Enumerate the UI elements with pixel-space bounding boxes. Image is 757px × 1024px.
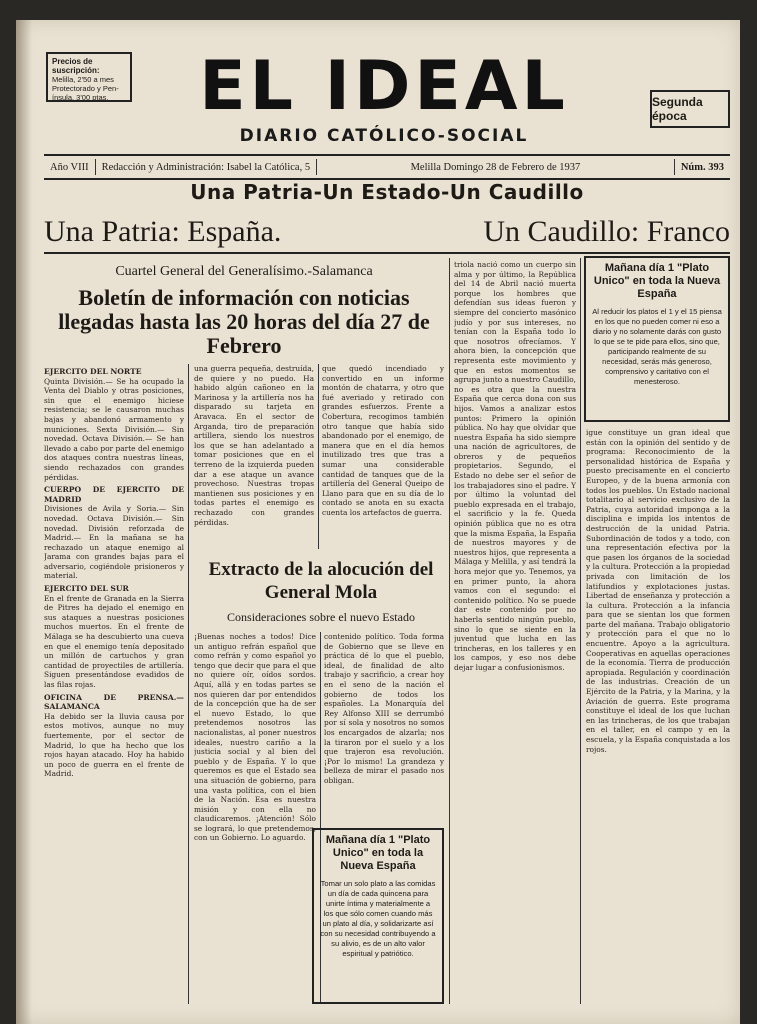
plato-unico-box-2 <box>312 828 444 1004</box>
section-text: Quinta División.— Se ha ocupado la Venta del Diablo y otras posiciones, sin que el enemigo hiciese resistencia; se le causaron muchas bajas y abandonó armamento y municiones. Sexta División.— Sin novedad. Octava División.— Se han llevado a cabo por parte del enemigo dos ataques contra nuestras líneas, siendo rechazados con grandes pérdidas. <box>44 376 184 482</box>
price-line: Protectorado y Pen- <box>52 84 119 93</box>
slogan-line <box>44 212 730 254</box>
page-fold-shadow <box>16 20 32 1024</box>
mola-subheadline: Consideraciones sobre el nuevo Estado <box>227 610 415 624</box>
mola-column-b: contenido político. Toda forma de Gobierno que se lleve en práctica dé lo que el pueblo, ideal, de finalidad de alto trabajo y sacrificio, a crear hoy en el seno de la nación el gobierno de todos los españoles. La Monarquía del Rey Alfonso XIII se derrumbó por sí sola y nosotros no somos los encargados de alzarla; nos la tiraron por el suelo y a los que trajeron esa revolución. ¡Por lo mismo! La grandeza y belleza de mirar el pasado nos obligan. <box>324 632 444 785</box>
boletin-column-2: una guerra pequeña, destruída, de quiere y no puedo. Ha habido algún cañoneo en la Marinosa y la artillería nos ha disparado su tarjeta en Aravaca. En el sector de Arganda, tiro de preparación artillera, siendo los nuestros los que se han adelantado a tomar posiciones que en el terreno de la izquierda pueden dar a ese ataque un avance provechoso. Nuestras tropas mantienen sus posiciones y en todas partes el enemigo es rechazado con grandes pérdidas. <box>194 364 314 527</box>
column-rule <box>188 364 189 1004</box>
price-title: Precios de suscripción: <box>52 57 100 75</box>
newspaper-page <box>16 20 740 1024</box>
section-heading: EJERCITO DEL SUR <box>44 584 129 594</box>
section-text: En el frente de Granada en la Sierra de Pitres ha dejado el enemigo en sus ataques a nuestras posiciones muchos muertos. En el frente de Málaga se ha descubierto una cueva en que el enemigo tenía depositado un millón de cartuchos y gran cantidad de proyectiles de artillería. Siguen presentándose evadidos de las filas rojas. <box>44 593 184 689</box>
mola-column-a: ¡Buenas noches a todos! Dice un antiguo refrán español que como refrán y como español yo tengo que decir que para el que no quiere oír, oídos sordos. Aquí, allá y en todas partes se nos quieren dar por entendidos de la concepción que ha de ser el nuevo Estado, lo que pretendemos nosotros las nacionalistas, al poner nuestros ideales, nuestro cariño a la justicia social y al bien del pueblo y de España. Y lo que queremos es que el Estado sea una situación de gobierno, para una vasta política, con el bien de la Nación. Esa es nuestra misión y con ella no claudicaremos. ¡Atención! Sólo se logrará, lo que pretendemos, con un Gobierno. Lo aguardo. <box>194 632 316 843</box>
column-rule <box>580 258 581 1004</box>
box-title: Mañana día 1 "Plato Unico" en toda la Nueva España <box>593 262 721 300</box>
section-heading: CUERPO DE EJERCITO DE MADRID <box>44 485 184 504</box>
slogan-left: Una Patria: España. <box>44 215 282 248</box>
plato-unico-box-1 <box>584 256 730 422</box>
section-text: Divisiones de Avila y Soria.— Sin novedad. Octava División.— Sin novedad. División reforzada de Madrid.— En la mañana se ha rechazado un ataque enemigo al Jarama con grandes bajas para el adversario, cogiéndole prisioneros y material. <box>44 504 184 581</box>
box-body: Al reducir los platos el 1 y el 15 piensa en los que no pueden comer ni eso a diario y no solamente darás con gusto lo que se te pide para ellos, sino que, participando realmente de su necesidad, serás más generoso, comprensivo y caritativo con el menesteroso. <box>592 307 722 386</box>
newspaper-subtitle: DIARIO CATÓLICO-SOCIAL <box>239 126 529 146</box>
issue-number: Núm. 393 <box>680 161 724 173</box>
slogan-banner: Una Patria-Un Estado-Un Caudillo <box>190 180 584 204</box>
section-text: Ha debido ser la lluvia causa por estos motivos, aunque no muy fuertemente, por el sector de Madrid, lo que ha hecho que los rojos hayan atacado. Hoy ha habido un poco de guerra en el frente de Madrid. <box>44 711 184 779</box>
mola-column-c: triola nació como un cuerpo sin alma y por último, la República del 14 de Abril nació muerta porque los hombres que defendían sus ideas fueron y siempre del concierto masónico judío y por sus intereses, no tenían con la España todo lo que nosotros ofrecíamos. Y ahora bien, la concepción que representa este movimiento y que en estos momentos se agrupa junto a nuestro Caudillo, no es otra que la nuestra España que cerca dona con sus hijos. Vamos a analizar estos puntos: Primero la opinión pública. No hay que olvidar que nuestra España ha sido siempre una nación de agricultores, de obreros y de pequeños propietarios. Segundo, el Estado no debe ser el señor de los trabajadores sino el padre. Y por último la voluntad del pueblo expresada en el trabajo, el sacrificio y la fe. Queda opinión pública que no es otra que la misma España, la España de nuestros mayores y de nuestros hijos, que representa a Málaga y Melilla, y así tendrá la hora mejor que yo. Tenemos, ya en primer punto, la ahora vamos con el segundo: el contenido político. No se puede dar este contenido por no haberla sentido ningún pueblo, sino lo que se siente en la juventud que lucha en las trincheras, en los talleres y en los campos, y eso nos debe dejar lugar a confusionismos. <box>454 260 576 672</box>
column-rule <box>318 364 319 549</box>
price-line: Melilla, 2'50 a mes <box>52 75 114 84</box>
epoca-box: Segunda época <box>650 90 730 128</box>
date-label: Melilla Domingo 28 de Febrero de 1937 <box>410 161 581 173</box>
dateline: Cuartel General del Generalísimo.-Salamanca <box>115 264 373 279</box>
section-heading: EJERCITO DEL NORTE <box>44 367 142 376</box>
year-label: Año VIII <box>50 161 89 173</box>
newspaper-title: EL IDEAL <box>199 47 569 126</box>
subscription-price-box <box>46 52 132 102</box>
main-headline: Boletín de información con noticias llegadas hasta las 20 horas del día 27 de Febrero <box>58 285 430 358</box>
address-label: Redacción y Administración: Isabel la Católica, 5 <box>101 161 311 173</box>
box-title: Mañana día 1 "Plato Unico" en toda la Nueva España <box>325 834 431 872</box>
mola-headline: Extracto de la alocución del General Mola <box>208 559 434 603</box>
price-line: ínsula, 3'00 ptas. <box>52 93 109 102</box>
program-column: igue constituye un gran ideal que están con la opinión del sentido y de programa: Reconocimiento de la personalidad histórica de España y puesto precisamente en el concierto Europeo, y de la buena armonía con todos los pueblos. Un Estado nacional totalitario al servicio exclusivo de la Patria, cuya autoridad imponga a la disciplina e impida los intentos de destrucción de la unidad Patria. Subordinación de todos y a todo, con una representación efectiva por la que pasen los órganos de la sociedad y la cultura. Protección a la propiedad privada con limitación de los latifundios y explotaciones justas. Libertad de enseñanza y protección a la cultura. Protección a la infancia para que se sientan los que formen parte del mañana. Trabajo obligatorio y protección para el que no lo encuentre. Apoyo a la agricultura. Cooperativas en aquellas operaciones de la economía. Tierra de producción apropiada. Regulación y coordinación de las industrias. Creación de un Ejército de la Patria, y la Marina, y la Aviación de guerra. Este programa constituye el ideal de los que luchan en las trincheras, de los que trabajan en el taller, en el campo y en la escuela, y la España conquistada a los rojos. <box>586 428 730 754</box>
boletin-column-3: que quedó incendiado y convertido en un informe montón de chatarra, y otro que fué averiado y retirado con grandes esfuerzos. Frente a Cobertura, recogimos también otro tanque que había sido abandonado por el enemigo, de manera que en el día hemos inutilizado tres que tras a sumar una considerable cantidad de tanques que de la artillería del General Queipo de Llano para que en su día de lo contado se anota en su exacta cuenta los artefactos de guerra. <box>322 364 444 517</box>
box-body: Tomar un solo plato a las comidas un día de cada quincena para unirte íntima y materialmente a los que sólo comen cuando más un plato al día, y solidarizarte así con su necesidad contribuyendo a su alivio, es de un alto valor espiritual y patriótico. <box>320 879 436 958</box>
boletin-column <box>44 364 184 1004</box>
column-rule <box>449 258 450 1004</box>
slogan-right: Un Caudillo: Franco <box>483 215 730 248</box>
section-heading: OFICINA DE PRENSA.— SALAMANCA <box>44 692 184 712</box>
info-bar <box>44 154 730 180</box>
masthead <box>44 47 730 154</box>
